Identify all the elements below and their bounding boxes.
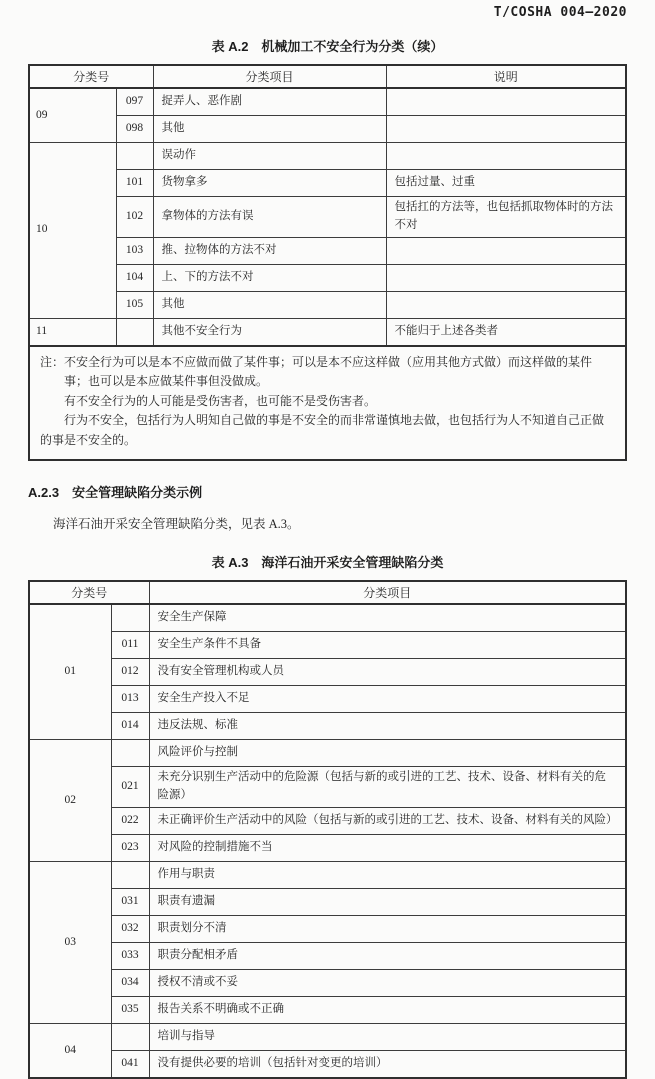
table-row: [29, 915, 626, 942]
table-row: [29, 1023, 626, 1050]
section-title: 安全管理缺陷分类示例: [72, 485, 203, 501]
table-header-row: [29, 65, 626, 88]
column-header-item: 分类项目: [153, 65, 386, 88]
section-number: A.2.3: [28, 485, 60, 501]
group-code-cell: 10: [29, 143, 116, 319]
sub-cell: 011: [111, 632, 149, 659]
desc-cell: [386, 116, 626, 143]
item-cell: 安全生产投入不足: [149, 686, 626, 713]
table-row: [29, 807, 626, 834]
item-cell: 没有安全管理机构或人员: [149, 659, 626, 686]
table-header-row: [29, 581, 626, 604]
table-note: 有不安全行为的人可能是受伤害者，也可能不是受伤害者。: [64, 393, 377, 408]
table-row: [29, 659, 626, 686]
column-header-desc: 说明: [386, 65, 626, 88]
item-cell: 误动作: [153, 143, 386, 170]
item-cell: 上、下的方法不对: [153, 264, 386, 291]
table-a3: [28, 580, 627, 1079]
table-row: [29, 88, 626, 116]
sub-cell: 032: [111, 915, 149, 942]
sub-cell: 014: [111, 713, 149, 740]
item-cell: 授权不清或不妥: [149, 969, 626, 996]
item-cell: 作用与职责: [149, 861, 626, 888]
table-note: 注：不安全行为可以是本不应做而做了某件事；可以是本不应这样做（应用其他方式做）而这样做的某件事；也可以是本应做某件事但没做成。: [40, 354, 593, 389]
group-code-cell: 03: [29, 861, 111, 1023]
group-code-cell: 02: [29, 740, 111, 862]
table-row: [29, 632, 626, 659]
table-row: [29, 318, 626, 346]
table-row: [29, 834, 626, 861]
item-cell: 捉弄人、恶作剧: [153, 88, 386, 116]
table-row: [29, 197, 626, 238]
sub-cell: 104: [116, 264, 153, 291]
sub-cell: 097: [116, 88, 153, 116]
sub-cell: 022: [111, 807, 149, 834]
table-row: [29, 740, 626, 767]
table-row: [29, 767, 626, 808]
item-cell: 报告关系不明确或不正确: [149, 996, 626, 1023]
sub-cell: 102: [116, 197, 153, 238]
table-row: [29, 143, 626, 170]
sub-cell: 041: [111, 1050, 149, 1078]
sub-cell: 013: [111, 686, 149, 713]
item-cell: 没有提供必要的培训（包括针对变更的培训）: [149, 1050, 626, 1078]
item-cell: 职责划分不清: [149, 915, 626, 942]
sub-cell: 098: [116, 116, 153, 143]
table-a2: [28, 64, 627, 461]
desc-cell: 不能归于上述各类者: [386, 318, 626, 346]
item-cell: 拿物体的方法有误: [153, 197, 386, 238]
item-cell: 其他: [153, 116, 386, 143]
desc-cell: [386, 237, 626, 264]
table-row: [29, 996, 626, 1023]
desc-cell: [386, 291, 626, 318]
sub-cell: 021: [111, 767, 149, 808]
item-cell: 职责有遗漏: [149, 888, 626, 915]
desc-cell: [386, 143, 626, 170]
item-cell: 未充分识别生产活动中的危险源（包括与新的或引进的工艺、技术、设备、材料有关的危险源）: [149, 767, 626, 808]
sub-cell: 023: [111, 834, 149, 861]
table-row: [29, 237, 626, 264]
item-cell: 违反法规、标准: [149, 713, 626, 740]
sub-cell: 034: [111, 969, 149, 996]
group-code-cell: 09: [29, 88, 116, 143]
desc-cell: [386, 88, 626, 116]
table-notes-row: [29, 346, 626, 461]
table-a2-title: 表 A.2 机械加工不安全行为分类（续）: [211, 39, 444, 54]
group-code-cell: 04: [29, 1023, 111, 1078]
column-header-item: 分类项目: [149, 581, 626, 604]
table-note: 行为不安全，包括行为人明知自己做的事是不安全的而非常谨慎地去做，也包括行为人不知道自己正做的事是不安全的。: [40, 413, 605, 447]
table-a3-title: 表 A.3 海洋石油开采安全管理缺陷分类: [211, 555, 444, 571]
table-row: [29, 116, 626, 143]
sub-cell: 101: [116, 170, 153, 197]
item-cell: 职责分配相矛盾: [149, 942, 626, 969]
desc-cell: 包括过量、过重: [386, 170, 626, 197]
item-cell: 未正确评价生产活动中的风险（包括与新的或引进的工艺、技术、设备、材料有关的风险）: [149, 807, 626, 834]
sub-cell: [111, 861, 149, 888]
item-cell: 货物拿多: [153, 170, 386, 197]
sub-cell: 031: [111, 888, 149, 915]
item-cell: 安全生产条件不具备: [149, 632, 626, 659]
group-code-cell: 01: [29, 604, 111, 740]
item-cell: 对风险的控制措施不当: [149, 834, 626, 861]
table-row: [29, 291, 626, 318]
sub-cell: 103: [116, 237, 153, 264]
sub-cell: [116, 318, 153, 346]
item-cell: 其他: [153, 291, 386, 318]
item-cell: 推、拉物体的方法不对: [153, 237, 386, 264]
table-notes-cell: [29, 346, 626, 461]
section-heading: [28, 482, 627, 501]
sub-cell: 033: [111, 942, 149, 969]
group-code-cell: 11: [29, 318, 116, 346]
table-row: [29, 604, 626, 632]
item-cell: 安全生产保障: [149, 604, 626, 632]
table-row: [29, 888, 626, 915]
item-cell: 培训与指导: [149, 1023, 626, 1050]
column-header-code: 分类号: [29, 65, 153, 88]
desc-cell: [386, 264, 626, 291]
table-row: [29, 686, 626, 713]
table-row: [29, 170, 626, 197]
column-header-code: 分类号: [29, 581, 149, 604]
table-row: [29, 969, 626, 996]
sub-cell: 035: [111, 996, 149, 1023]
sub-cell: [111, 604, 149, 632]
item-cell: 其他不安全行为: [153, 318, 386, 346]
sub-cell: [111, 1023, 149, 1050]
table-row: [29, 861, 626, 888]
table-row: [29, 1050, 626, 1078]
sub-cell: 105: [116, 291, 153, 318]
table-row: [29, 264, 626, 291]
item-cell: 风险评价与控制: [149, 740, 626, 767]
sub-cell: [111, 740, 149, 767]
table-row: [29, 942, 626, 969]
desc-cell: 包括扛的方法等，也包括抓取物体时的方法不对: [386, 197, 626, 238]
sub-cell: 012: [111, 659, 149, 686]
body-paragraph: 海洋石油开采安全管理缺陷分类，见表 A.3。: [53, 517, 300, 532]
doc-number: T/COSHA 004—2020: [493, 5, 627, 20]
sub-cell: [116, 143, 153, 170]
table-row: [29, 713, 626, 740]
